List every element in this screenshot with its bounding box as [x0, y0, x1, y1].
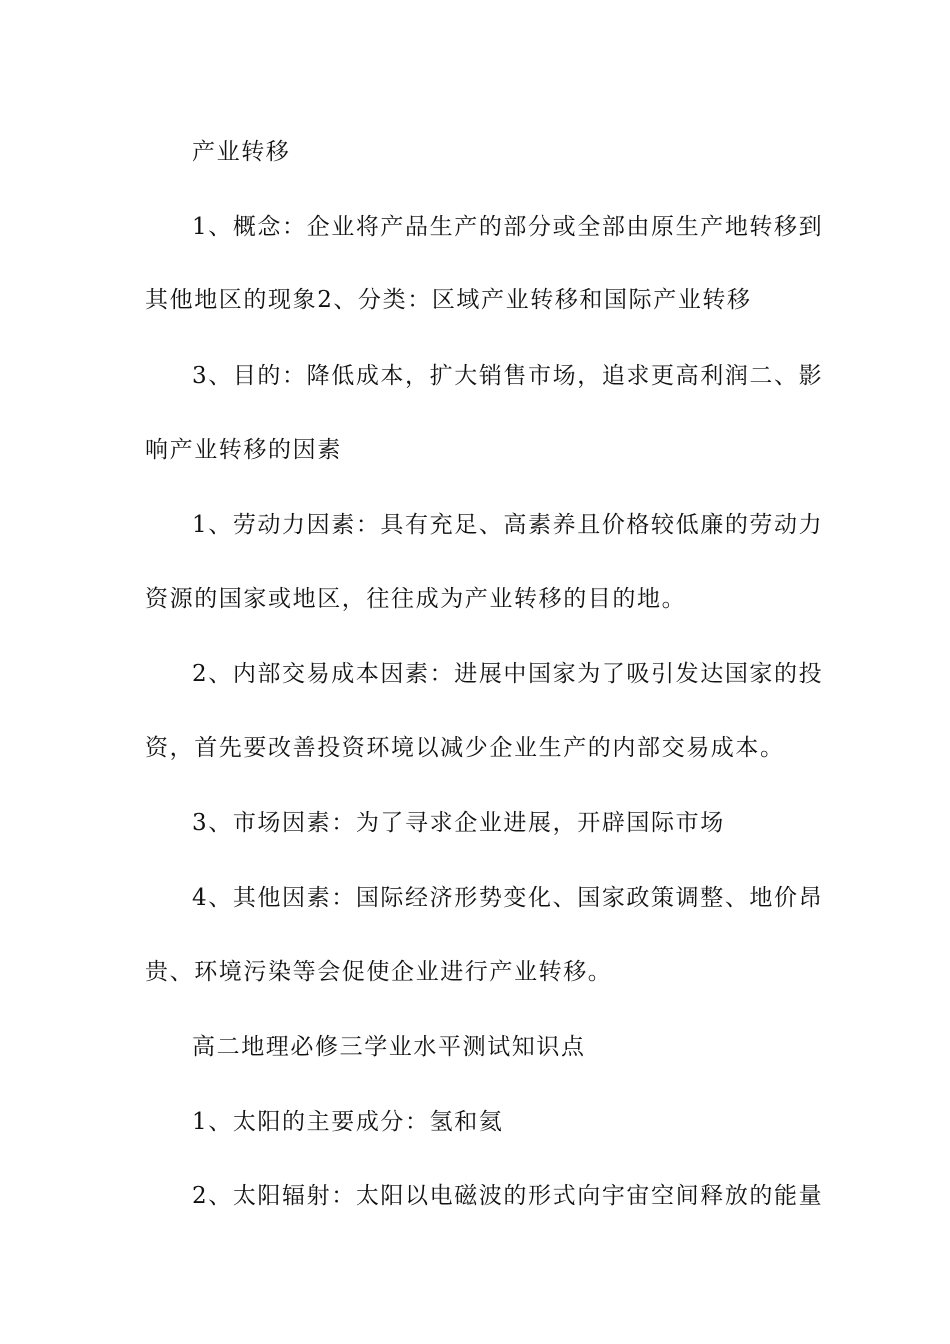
paragraph-line: 资源的国家或地区，往往成为产业转移的目的地。: [145, 586, 687, 612]
section-heading-geography-points: 高二地理必修三学业水平测试知识点: [192, 1034, 586, 1060]
paragraph-line: 2、内部交易成本因素：进展中国家为了吸引发达国家的投: [192, 661, 824, 687]
paragraph-line: 4、其他因素：国际经济形势变化、国家政策调整、地价昂: [192, 885, 824, 911]
paragraph-line: 3、市场因素：为了寻求企业进展，开辟国际市场: [192, 810, 725, 836]
section-heading-industry-transfer: 产业转移: [192, 139, 291, 165]
paragraph-line: 2、太阳辐射：太阳以电磁波的形式向宇宙空间释放的能量: [192, 1183, 824, 1209]
paragraph-line: 1、概念：企业将产品生产的部分或全部由原生产地转移到: [192, 214, 824, 240]
paragraph-line: 1、劳动力因素：具有充足、高素养且价格较低廉的劳动力: [192, 512, 824, 538]
paragraph-line: 贵、环境污染等会促使企业进行产业转移。: [145, 959, 613, 985]
paragraph-line: 响产业转移的因素: [145, 437, 342, 463]
paragraph-line: 1、太阳的主要成分：氢和氦: [192, 1109, 504, 1135]
paragraph-line: 其他地区的现象2、分类：区域产业转移和国际产业转移: [145, 287, 752, 313]
paragraph-line: 3、目的：降低成本，扩大销售市场，追求更高利润二、影: [192, 363, 824, 389]
paragraph-line: 资，首先要改善投资环境以减少企业生产的内部交易成本。: [145, 735, 785, 761]
